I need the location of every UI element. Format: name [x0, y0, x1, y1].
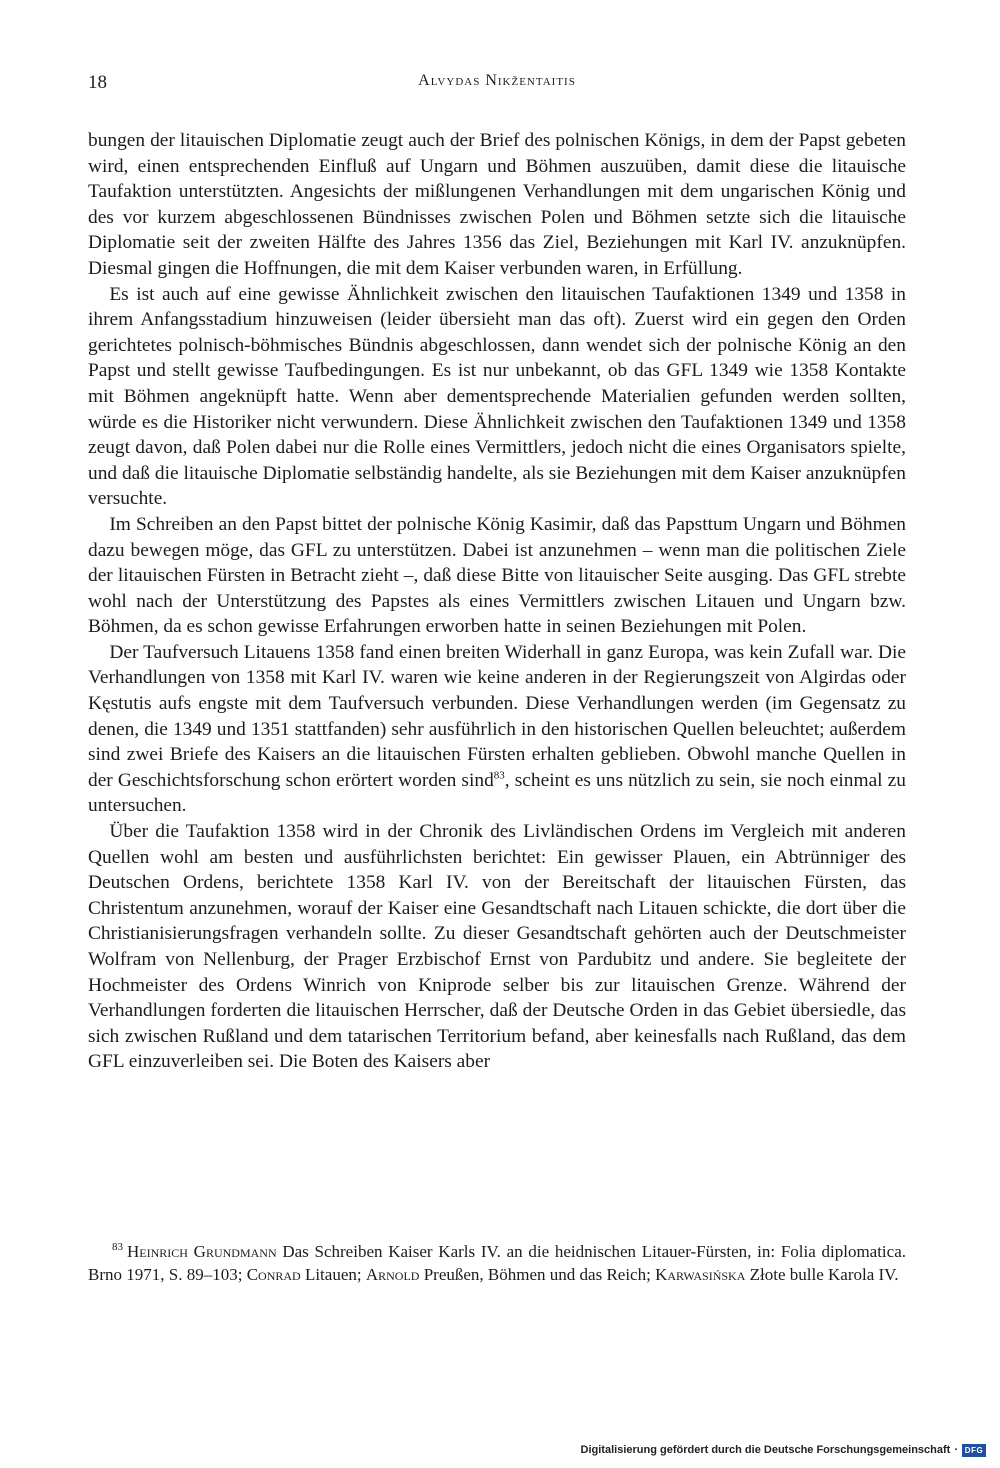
- running-head: Alvydas Nikžentaitis: [418, 72, 576, 89]
- footnote-text-1: Das Schreiben Kaiser Karls IV. an die heidnischen Litauer-Fürsten, in: Folia diplomatica. Brno 1971, S. 89–103;: [88, 1242, 906, 1284]
- footnote-reference[interactable]: 83: [493, 769, 505, 782]
- paragraph-4: [88, 640, 906, 819]
- page-number: 18: [88, 72, 107, 93]
- body-text: [88, 128, 906, 1075]
- credit-text: Digitalisierung gefördert durch die Deutsche Forschungsgemeinschaft: [580, 1444, 951, 1456]
- dfg-logo-icon: DFG: [962, 1444, 986, 1457]
- paragraph-4-text: Der Taufversuch Litauens 1358 fand einen breiten Widerhall in ganz Europa, was kein Zufall war. Die Verhandlungen von 1358 mit Karl IV. waren wie keine anderen in der Regierungszeit von Algirdas oder Kęstutis aufs engste mit dem Taufversuch verbunden. Diese Verhandlungen werden (im Gegensatz zu denen, die 1349 und 1351 stattfanden) sehr ausführlich in den historischen Quellen beleuchtet; außerdem sind zwei Briefe des Kaisers an die litauischen Fürsten erhalten geblieben. Obwohl manche Quellen in der Geschichtsforschung schon erörtert worden sind: [88, 641, 906, 791]
- paragraph-5: Über die Taufaktion 1358 wird in der Chronik des Livländischen Ordens im Vergleich mit anderen Quellen wohl am besten und ausführlichsten berichtet: Ein gewisser Plauen, ein Abtrünniger des Deutschen Ordens, berichtete 1358 Karl IV. von der Bereitschaft der litauischen Fürsten, das Christentum anzunehmen, worauf der Kaiser eine Gesandtschaft nach Litauen schickte, die dort über die Christianisierungsfragen verhandeln sollte. Zu dieser Gesandtschaft gehörten auch der Deutschmeister Wolfram von Nellenburg, der Prager Erzbischof Ernst von Pardubitz und andere. Sie begleitete der Hochmeister des Ordens Winrich von Kniprode selber bis zur litauischen Grenze. Während der Verhandlungen forderten die litauischen Herrscher, daß der Deutsche Orden in das Gebiet übersiedle, das sich zwischen Rußland und dem tatarischen Territorium befand, aber keinesfalls nach Rußland, das dem GFL einzuverleiben sei. Die Boten des Kaisers aber: [88, 821, 906, 1073]
- footnote-author-conrad: Conrad: [246, 1264, 301, 1284]
- page-header: [88, 72, 906, 100]
- paragraph-1: bungen der litauischen Diplomatie zeugt auch der Brief des polnischen Königs, in dem der Papst gebeten wird, einen entsprechenden Einfluß auf Ungarn und Böhmen auszuüben, damit diese die litauische Taufaktion unterstützten. Angesichts der mißlungenen Verhandlungen mit dem ungarischen König und des vor kurzem abgeschlossenen Bündnisses zwischen Polen und Böhmen setzte sich die litauische Diplomatie seit der zweiten Hälfte des Jahres 1356 das Ziel, Beziehungen mit Karl IV. anzuknüpfen. Diesmal gingen die Hoffnungen, die mit dem Kaiser verbunden waren, in Erfüllung.: [88, 130, 906, 279]
- paragraph-3: Im Schreiben an den Papst bittet der polnische König Kasimir, daß das Papsttum Ungarn und Böhmen dazu bewegen möge, das GFL zu unterstützen. Dabei ist anzunehmen – wenn man die politischen Ziele der litauischen Fürsten in Betracht zieht –, daß diese Bitte von litauischer Seite ausging. Das GFL strebte wohl nach der Unterstützung des Papstes als eines Vermittlers zwischen Litauen und Ungarn bzw. Böhmen, da es schon gewisse Erfahrungen erworben hatte in seinen Beziehungen mit Polen.: [88, 513, 906, 638]
- footnote-author-karwasinska: Karwasińska: [655, 1264, 746, 1284]
- paragraph-2: Es ist auch auf eine gewisse Ähnlichkeit zwischen den litauischen Taufaktionen 1349 und 1358 in ihrem Anfangsstadium hinzuweisen (leider übersieht man das oft). Zuerst wird ein gegen den Orden gerichtetes polnisch-böhmisches Bündnis abgeschlossen, dann wendet sich der polnische König an den Papst und stellt gewisse Taufbedingungen. Es ist nur unbekannt, ob das GFL 1349 wie 1358 Kontakte mit Böhmen angeknüpft hatte. Wenn aber dementsprechende Materialien gefunden werden sollten, würde es die Historiker nicht verwundern. Diese Ähnlichkeit zwischen den Taufaktionen 1349 und 1358 zeugt davon, daß Polen dabei nur die Rolle eines Vermittlers, jedoch nicht die eines Organisators spielte, und daß die litauische Diplomatie selbständig handelte, als sie Beziehungen mit dem Kaiser anzuknüpfen versuchte.: [88, 283, 906, 510]
- footnote: [88, 1241, 906, 1286]
- footnote-text-3: Preußen, Böhmen und das Reich;: [419, 1264, 656, 1284]
- digitization-credit: [581, 1442, 986, 1458]
- footnote-author-arnold: Arnold: [365, 1264, 420, 1284]
- paragraph-4-tail: , scheint es uns nützlich zu sein, sie noch einmal zu untersuchen.: [88, 769, 906, 817]
- footnote-text-4: Złote bulle Karola IV.: [745, 1264, 899, 1284]
- footnote-text-2: Litauen;: [300, 1264, 366, 1284]
- credit-separator: ·: [954, 1444, 958, 1456]
- footnote-number: 83: [112, 1241, 123, 1254]
- footnote-author-grundmann: Heinrich Grundmann: [127, 1242, 277, 1261]
